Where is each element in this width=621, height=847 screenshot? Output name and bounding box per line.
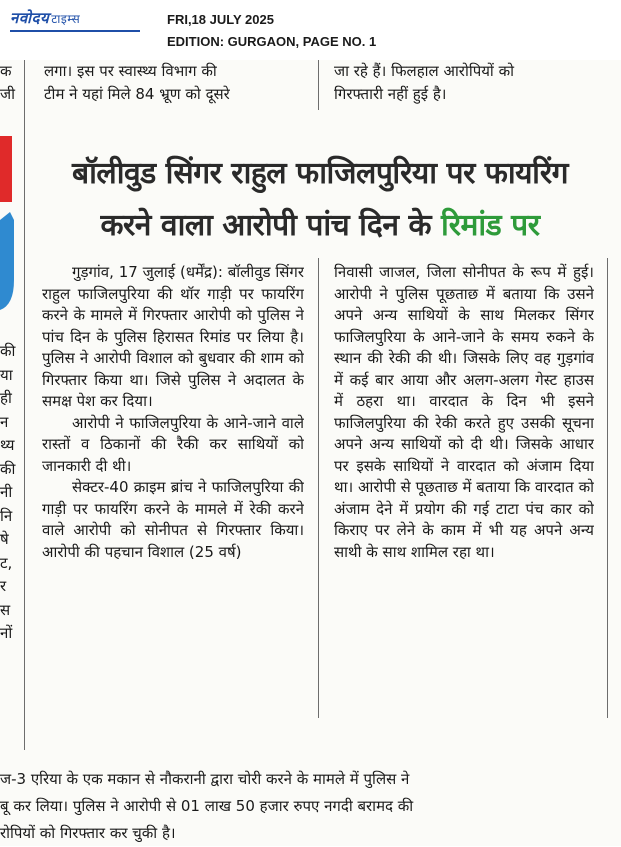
logo-underline	[10, 30, 140, 32]
edition-meta	[167, 9, 376, 53]
logo-sub: टाइम्स	[51, 12, 81, 26]
bottom-story	[0, 766, 605, 847]
top-strip-left	[0, 60, 18, 106]
top-left-line: क	[0, 62, 12, 80]
bottom-story-line: रोपियों को गिरफ्तार कर चुकी है।	[0, 824, 176, 842]
top-strip-right	[334, 60, 594, 106]
left-fragment: या	[0, 365, 13, 384]
top-left-line: जी	[0, 85, 16, 103]
article-column-2	[334, 262, 594, 732]
column-rule	[24, 60, 25, 750]
article-paragraph: निवासी जाजल, जिला सोनीपत के रूप में हुई। आरोपी ने पुलिस पूछताछ में बताया कि उसने अपने अन्य साथियों के साथ मिलकर सिंगर फाजिलपुरिया के आने-जाने के समय रुकने के स्थान की रेकी की थी। जिसके लिए वह गुड़गांव में कई बार आया और अलग-अलग गेस्ट हाउस में ठहरा था। वारदात के दिन भी इसने फाजिलपुरिया की रेकी करते हुए उसकी सूचना अपने अन्य साथियों को दी थी। जिसके आधार पर इसके साथियों ने वारदात को अंजाम दिया था। आरोपी से पूछताछ में बताया कि वारदात को अंजाम देने में प्रयोग की गई टाटा पंच कार को किराए पर लेने के काम में भी यह अपने अन्य साथी के साथ शामिल रहा था।	[334, 263, 594, 561]
article-paragraph: सेक्टर-40 क्राइम ब्रांच ने फाजिलपुरिया की गाड़ी पर फायरिंग करने के मामले में रेकी करने वाले आरोपी को सोनीपत से गिरफ्तार किया। आरोपी की पहचान विशाल (25 वर्ष)	[42, 478, 304, 561]
left-fragment: ही	[0, 389, 12, 407]
left-fragment: र	[0, 577, 7, 595]
top-middle-line: लगा। इस पर स्वास्थ्य विभाग की	[44, 62, 217, 80]
column-rule	[607, 258, 608, 718]
logo-text: नवोदय	[10, 9, 50, 27]
headline-line-2	[40, 200, 600, 252]
column-rule	[318, 60, 319, 110]
top-right-line: गिरफ्तारी नहीं हुई है।	[334, 85, 447, 103]
left-fragment: नी	[0, 483, 13, 501]
article-paragraph: गुड़गांव, 17 जुलाई (धर्मेंद्र): बॉलीवुड सिंगर राहुल फाजिलपुरिया की थॉर गाड़ी पर फायरिंग करने के मामले में गिरफ्तार आरोपी को पुलिस ने पांच दिन के पुलिस हिरासत रिमांड पर लिया है। पुलिस ने आरोपी विशाल को बुधवार की शाम को गिरफ्तार किया था। जिसे पुलिस ने अदालत के समक्ष पेश कर दिया।	[42, 263, 304, 410]
left-fragment: ट,	[0, 553, 13, 572]
top-middle-line: टीम ने यहां मिले 84 भ्रूण को दूसरे	[44, 85, 230, 103]
left-fragment: की	[0, 459, 16, 478]
article-paragraph: आरोपी ने फाजिलपुरिया के आने-जाने वाले रास्तों व ठिकानों की रैकी कर साथियों को जानकारी दी थी।	[42, 413, 304, 475]
headline-line-1: बॉलीवुड सिंगर राहुल फाजिलपुरिया पर फायरिंग	[71, 156, 569, 191]
left-fragment: नों	[0, 624, 13, 642]
top-strip-middle	[44, 60, 304, 106]
edition-line: EDITION: GURGAON, PAGE NO. 1	[167, 34, 377, 49]
headline-line-2-main: करने वाला आरोपी पांच दिन के	[100, 208, 441, 243]
masthead	[0, 0, 621, 61]
left-fragment: षे	[0, 530, 9, 548]
date-line: FRI,18 JULY 2025	[167, 12, 274, 27]
left-fragment: नि	[0, 506, 13, 525]
column-rule	[318, 258, 319, 718]
left-fragment: न	[0, 412, 9, 431]
left-fragment: थ्य	[0, 436, 15, 454]
article-headline	[40, 148, 600, 252]
red-accent-bar	[0, 136, 12, 202]
article-column-1	[42, 262, 304, 722]
top-right-line: जा रहे हैं। फिलहाल आरोपियों को	[334, 62, 514, 80]
left-fragment: स	[0, 600, 11, 619]
blue-digit-fragment	[0, 210, 14, 310]
left-fragment: की	[0, 342, 16, 360]
bottom-story-line: बू कर लिया। पुलिस ने आरोपी से 01 लाख 50 हजार रुपए नगदी बरामद की	[0, 797, 414, 815]
newspaper-logo	[10, 8, 80, 28]
bottom-story-line: ज-3 एरिया के एक मकान से नौकरानी द्वारा चोरी करने के मामले में पुलिस ने	[0, 770, 410, 788]
left-column-fragments	[0, 340, 18, 646]
headline-highlight: रिमांड पर	[440, 208, 540, 243]
